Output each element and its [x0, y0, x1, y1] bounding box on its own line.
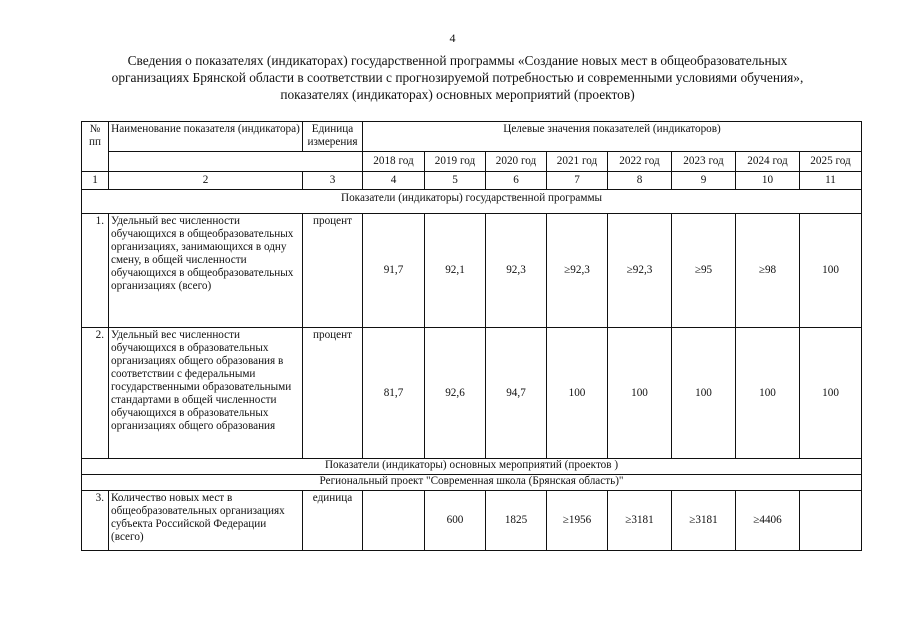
- value-cell: 100: [547, 328, 608, 459]
- value-cell: 92,3: [486, 214, 547, 328]
- indicator-name: Удельный вес численности обучающихся в общеобразовательных организациях, занимающихся в одну смену, в общей численности обучающихся в общеобразовательных организациях (всего): [109, 214, 303, 328]
- value-cell: ≥95: [672, 214, 736, 328]
- title-line: Сведения о показателях (индикаторах) государственной программы «Создание новых мест в общеобразовательных: [127, 53, 788, 68]
- value-cell: 92,1: [425, 214, 486, 328]
- value-cell: ≥4406: [736, 491, 800, 551]
- value-cell: ≥3181: [672, 491, 736, 551]
- value-cell: 1825: [486, 491, 547, 551]
- value-cell: 100: [608, 328, 672, 459]
- table-row: [82, 328, 862, 459]
- section-row: [82, 459, 862, 475]
- col-number: 10: [736, 172, 800, 190]
- title-line: организациях Брянской области в соответствии с прогнозируемой потребностью и современными условиями обучения»,: [111, 70, 804, 85]
- row-number: 1.: [82, 214, 109, 328]
- header-row: [82, 122, 862, 152]
- indicator-name: Количество новых мест в общеобразовательных организациях субъекта Российской Федерации (всего): [109, 491, 303, 551]
- col-number: 9: [672, 172, 736, 190]
- table-row: [82, 491, 862, 551]
- col-number: 5: [425, 172, 486, 190]
- value-cell: [363, 491, 425, 551]
- header-no: № пп: [82, 122, 109, 172]
- section-main-activities: Показатели (индикаторы) основных мероприятий (проектов ): [82, 459, 862, 475]
- value-cell: ≥1956: [547, 491, 608, 551]
- value-cell: 600: [425, 491, 486, 551]
- indicators-table: [81, 121, 862, 551]
- header-blank: [109, 152, 363, 172]
- col-number: 8: [608, 172, 672, 190]
- indicator-unit: процент: [303, 214, 363, 328]
- year-2020: 2020 год: [486, 152, 547, 172]
- value-cell: ≥92,3: [547, 214, 608, 328]
- section-row: [82, 190, 862, 214]
- section-program-indicators: Показатели (индикаторы) государственной программы: [82, 190, 862, 214]
- col-number: 4: [363, 172, 425, 190]
- col-number: 2: [109, 172, 303, 190]
- value-cell: 100: [736, 328, 800, 459]
- value-cell: 94,7: [486, 328, 547, 459]
- value-cell: ≥92,3: [608, 214, 672, 328]
- table-row: [82, 214, 862, 328]
- value-cell: 100: [672, 328, 736, 459]
- year-2025: 2025 год: [800, 152, 862, 172]
- indicator-name: Удельный вес численности обучающихся в образовательных организациях общего образования в соответствии с федеральными государственными образовательными стандартами в общей численности обучающихся в образовательных организациях общего образования: [109, 328, 303, 459]
- indicator-unit: единица: [303, 491, 363, 551]
- document-title: [60, 52, 855, 103]
- col-number: 3: [303, 172, 363, 190]
- col-number: 6: [486, 172, 547, 190]
- value-cell: 100: [800, 214, 862, 328]
- section-regional-project: Региональный проект "Современная школа (Брянская область)": [82, 475, 862, 491]
- year-2023: 2023 год: [672, 152, 736, 172]
- year-2018: 2018 год: [363, 152, 425, 172]
- col-number: 1: [82, 172, 109, 190]
- value-cell: 81,7: [363, 328, 425, 459]
- value-cell: 100: [800, 328, 862, 459]
- value-cell: ≥3181: [608, 491, 672, 551]
- title-line: показателях (индикаторах) основных мероприятий (проектов): [280, 87, 635, 102]
- row-number: 2.: [82, 328, 109, 459]
- col-number: 11: [800, 172, 862, 190]
- section-row: [82, 475, 862, 491]
- header-unit: Единица измерения: [303, 122, 363, 152]
- col-number: 7: [547, 172, 608, 190]
- value-cell: [800, 491, 862, 551]
- year-2022: 2022 год: [608, 152, 672, 172]
- year-header-row: [82, 152, 862, 172]
- header-name: Наименование показателя (индикатора): [109, 122, 303, 152]
- year-2024: 2024 год: [736, 152, 800, 172]
- header-targets: Целевые значения показателей (индикаторов): [363, 122, 862, 152]
- year-2021: 2021 год: [547, 152, 608, 172]
- value-cell: 91,7: [363, 214, 425, 328]
- column-number-row: [82, 172, 862, 190]
- value-cell: 92,6: [425, 328, 486, 459]
- year-2019: 2019 год: [425, 152, 486, 172]
- value-cell: ≥98: [736, 214, 800, 328]
- indicator-unit: процент: [303, 328, 363, 459]
- row-number: 3.: [82, 491, 109, 551]
- page-number: 4: [449, 31, 456, 45]
